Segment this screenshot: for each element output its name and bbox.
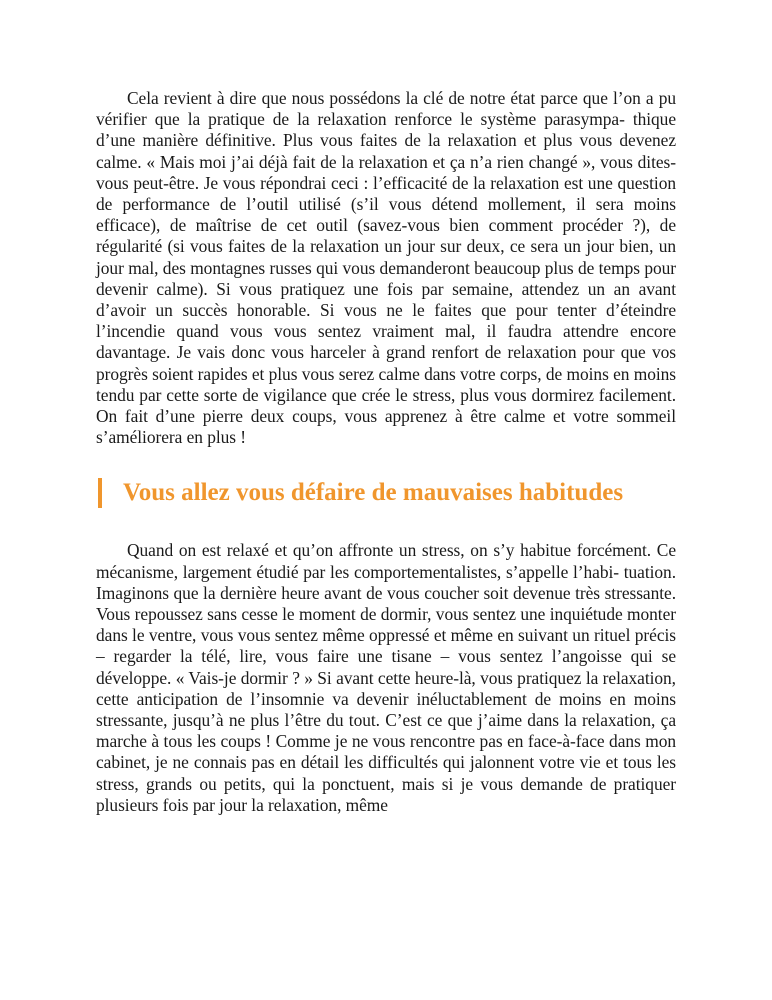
heading-accent-bar <box>98 478 102 508</box>
section-heading: Vous allez vous défaire de mauvaises habitudes <box>123 479 624 507</box>
section-heading-block <box>98 476 676 510</box>
body-paragraph-1: Cela revient à dire que nous possédons la clé de notre état parce que l’on a pu vérifier que la pratique de la relaxation renforce le système parasympa- thique d’une manière définitive. Plus vous faites de la relaxation et plus vous devenez calme. « Mais moi j’ai déjà fait de la relaxation et ça n’a rien changé », vous dites-vous peut-être. Je vous répondrai ceci : l’efficacité de la relaxation est une question de performance de l’outil utilisé (s’il vous détend mollement, il sera moins efficace), de maîtrise de cet outil (savez-vous bien comment procéder ?), de régularité (si vous faites de la relaxation un jour sur deux, ce sera un jour bien, un jour mal, des montagnes russes qui vous demanderont beaucoup plus de temps pour devenir calme). Si vous pratiquez une fois par semaine, attendez un an avant d’avoir un succès honorable. Si vous ne le faites que pour tenter d’éteindre l’incendie quand vous vous sentez vraiment mal, il faudra attendre encore davantage. Je vais donc vous harceler à grand renfort de relaxation pour que vos progrès soient rapides et plus vous serez calme dans votre corps, de moins en moins tendu par cette sorte de vigilance que crée le stress, plus vous dormirez facilement. On fait d’une pierre deux coups, vous apprenez à être calme et votre sommeil s’améliorera en plus ! <box>96 88 676 448</box>
body-paragraph-2: Quand on est relaxé et qu’on affronte un stress, on s’y habitue forcément. Ce mécanisme, largement étudié par les comportementalistes, s’appelle l’habi- tuation. Imaginons que la dernière heure avant de vous coucher soit devenue très stressante. Vous repoussez sans cesse le moment de dormir, vous sentez une inquiétude monter dans le ventre, vous vous sentez même oppressé et même en suivant un rituel précis – regarder la télé, lire, vous faire une tisane – vous sentez l’angoisse qui se développe. « Vais-je dormir ? » Si avant cette heure-là, vous pratiquez la relaxation, cette anticipation de l’insomnie va devenir inéluctablement de moins en moins stressante, jusqu’à ne plus l’être du tout. C’est ce que j’aime dans la relaxation, ça marche à tous les coups ! Comme je ne vous rencontre pas en face-à-face dans mon cabinet, je ne connais pas en détail les difficultés qui jalonnent votre vie et tous les stress, grands ou petits, qui la ponctuent, mais si je vous demande de pratiquer plusieurs fois par jour la relaxation, même <box>96 540 676 815</box>
